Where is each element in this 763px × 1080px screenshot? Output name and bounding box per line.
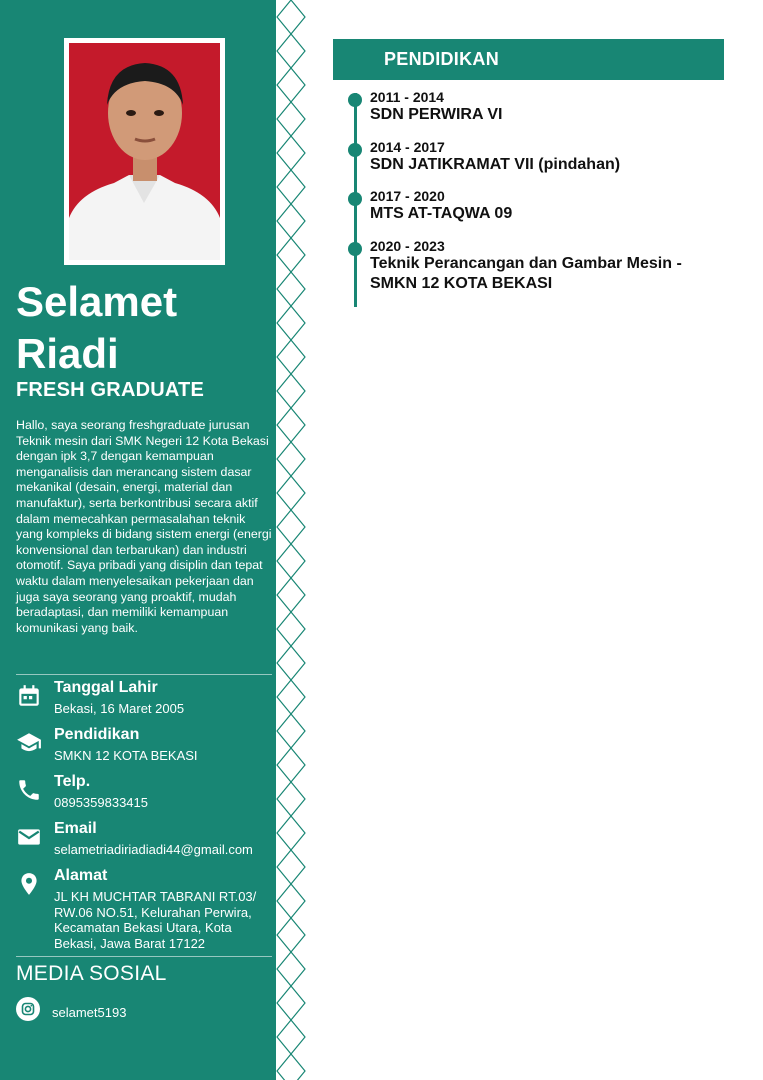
timeline-dot: [348, 143, 362, 157]
divider: [16, 956, 272, 957]
divider: [16, 674, 272, 675]
profile-photo: [69, 43, 220, 260]
info-label: Alamat: [54, 867, 108, 884]
calendar-icon: [16, 683, 42, 709]
info-value: JL KH MUCHTAR TABRANI RT.03/ RW.06 NO.51, Kelurahan Perwira, Kecamatan Bekasi Utara, Kota Bekasi, Jawa Barat 17122: [54, 889, 257, 951]
phone-icon: [16, 777, 42, 803]
profile-summary: Hallo, saya seorang freshgraduate jurusan Teknik mesin dari SMK Negeri 12 Kota Bekasi dengan ipk 3,7 dengan kemampuan menganalisis dan merancang sistem dasar mekanikal (desain, energi, material dan manufaktur), serta berkontribusi secara aktif dalam memecahkan permasalahan teknik yang kompleks di bidang sistem energi (energi konvensional dan terbarukan) dan industri otomotif. Saya pribadi yang disiplin dan tepat waktu dalam menyelesaikan pekerjaan dan juga saya seorang yang proaktif, mudah beradaptasi, dan memiliki kemampuan komunikasi yang baik.: [16, 418, 272, 635]
profile-title: FRESH GRADUATE: [16, 379, 204, 401]
instagram-icon[interactable]: [16, 997, 40, 1021]
sidebar: [0, 0, 276, 1080]
info-value: 0895359833415: [54, 795, 148, 810]
person-portrait-icon: [69, 43, 220, 260]
education-school: MTS AT-TAQWA 09: [370, 205, 513, 222]
education-years: 2011 - 2014: [370, 89, 444, 105]
info-value: Bekasi, 16 Maret 2005: [54, 701, 185, 716]
info-label: Pendidikan: [54, 726, 140, 743]
info-label: Telp.: [54, 773, 91, 790]
timeline-dot: [348, 93, 362, 107]
info-label: Email: [54, 820, 97, 837]
first-name: Selamet: [16, 278, 178, 325]
info-value: SMKN 12 KOTA BEKASI: [54, 748, 198, 763]
education-title: PENDIDIKAN: [384, 49, 500, 69]
last-name: Riadi: [16, 330, 119, 377]
education-years: 2020 - 2023: [370, 238, 445, 254]
profile-photo-frame: [64, 38, 225, 265]
graduation-cap-icon: [16, 730, 42, 756]
education-school: SDN PERWIRA VI: [370, 106, 503, 123]
timeline-dot: [348, 192, 362, 206]
education-years: 2017 - 2020: [370, 188, 445, 204]
email-icon: [16, 824, 42, 850]
info-label: Tanggal Lahir: [54, 679, 158, 696]
education-school: Teknik Perancangan dan Gambar Mesin - SMKN 12 KOTA BEKASI: [370, 255, 682, 292]
education-section-header: [333, 39, 724, 80]
media-title: MEDIA SOSIAL: [16, 962, 167, 985]
profile-name: [16, 276, 266, 380]
education-school: SDN JATIKRAMAT VII (pindahan): [370, 156, 621, 173]
location-pin-icon: [16, 871, 42, 897]
info-value: selametriadiriadiadi44@gmail.com: [54, 842, 253, 857]
timeline-dot: [348, 242, 362, 256]
education-years: 2014 - 2017: [370, 139, 445, 155]
diamond-pattern: [276, 0, 306, 1080]
instagram-handle[interactable]: selamet5193: [52, 1005, 127, 1020]
